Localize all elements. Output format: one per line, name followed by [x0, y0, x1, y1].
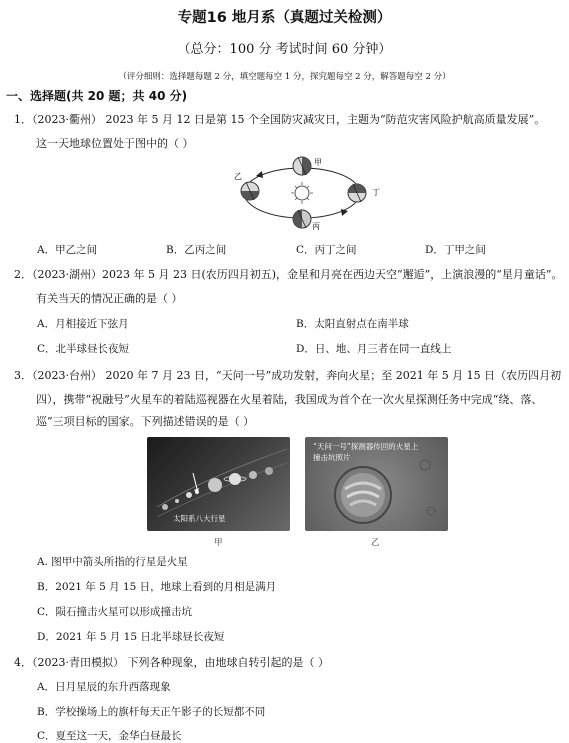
q1-option-c[interactable]: C．丙丁之间: [296, 244, 357, 256]
q1-option-d[interactable]: D．丁甲之间: [425, 244, 486, 256]
section-heading: 一、选择题(共 20 题；共 40 分): [6, 89, 188, 103]
fig-jia-label: 甲: [214, 538, 223, 548]
page-title: 专题16 地月系（真题过关检测）: [177, 10, 392, 26]
earth-orbit-diagram: [226, 155, 396, 233]
fig-yi-caption-line2: 撞击坑照片: [313, 453, 351, 462]
earth-bing-icon: [293, 210, 311, 228]
q3-option-a[interactable]: A. 图甲中箭头所指的行星是火星: [37, 556, 188, 568]
sun-icon: [291, 182, 313, 204]
q4-stem-line1: 4．（2023·青田模拟） 下列各种现象，由地球自转引起的是（ ）: [14, 656, 329, 669]
fig-yi-label: 乙: [371, 538, 380, 548]
q2-option-a[interactable]: A．月相接近下弦月: [37, 318, 129, 330]
fig-yi-caption-line1: “天问一号”探测器传回的火星上: [313, 442, 419, 451]
q3-option-b[interactable]: B．2021 年 5 月 15 日，地球上看到的月相是满月: [37, 581, 277, 593]
label-yi: 乙: [234, 172, 242, 181]
earth-yi-icon: [241, 182, 259, 200]
q3-stem-line3: 巡”三项目标的国家。下列描述错误的是（ ）: [36, 415, 255, 428]
q4-option-c[interactable]: C．夏至这一天，金华白昼最长: [37, 730, 182, 742]
solar-system-photo: [147, 437, 290, 531]
q4-option-b[interactable]: B．学校操场上的旗杆每天正午影子的长短都不同: [37, 706, 266, 718]
q2-option-c[interactable]: C．北半球昼长夜短: [37, 343, 130, 355]
q3-option-d[interactable]: D．2021 年 5 月 15 日北半球昼长夜短: [37, 631, 225, 643]
q1-option-b[interactable]: B．乙丙之间: [166, 244, 227, 256]
q4-option-a[interactable]: A．日月星辰的东升西落现象: [37, 681, 171, 693]
q1-option-a[interactable]: A．甲乙之间: [37, 244, 98, 256]
fig-jia-caption: 太阳系八大行星: [173, 514, 226, 523]
q3-stem-line2: 四），携带“祝融号”火星车的着陆巡视器在火星着陆，我国成为首个在一次火星探测任务中完成“绕、落、: [36, 393, 543, 406]
scoring-rules: （评分细则：选择题每题 2 分，填空题每空 1 分，探究题每空 2 分，解答题每空 2 分）: [118, 72, 451, 82]
label-ding: 丁: [372, 188, 380, 197]
q3-stem-line1: 3．（2023·台州） 2020 年 7 月 23 日，“天问一号”成功发射，奔向火星；至 2021 年 5 月 15 日（农历四月初: [14, 369, 562, 382]
label-jia: 甲: [314, 158, 322, 167]
q1-stem-line1: 1．（2023·衢州） 2023 年 5 月 12 日是第 15 个全国防灾减灾日，主题为“防范灾害风险护航高质量发展”。: [14, 113, 546, 126]
earth-jia-icon: [293, 157, 311, 175]
earth-ding-icon: [348, 184, 366, 202]
label-bing: 丙: [312, 222, 320, 231]
page-subtitle: （总分：100 分 考试时间 60 分钟）: [177, 42, 392, 57]
q2-option-b[interactable]: B．太阳直射点在南半球: [296, 318, 409, 330]
mars-crater-photo: [305, 437, 448, 531]
q2-stem-line1: 2．（2023·湖州）2023 年 5 月 23 日(农历四月初五)，金星和月亮在西边天空“邂逅”，上演浪漫的“星月童话”。: [14, 268, 563, 281]
q3-option-c[interactable]: C．陨石撞击火星可以形成撞击坑: [37, 606, 193, 618]
q1-stem-line2: 这一天地球位置处于图中的（ ）: [36, 137, 194, 150]
q2-stem-line2: 有关当天的情况正确的是（ ）: [36, 292, 183, 305]
q2-option-d[interactable]: D．日、地、月三者在同一直线上: [296, 343, 452, 355]
